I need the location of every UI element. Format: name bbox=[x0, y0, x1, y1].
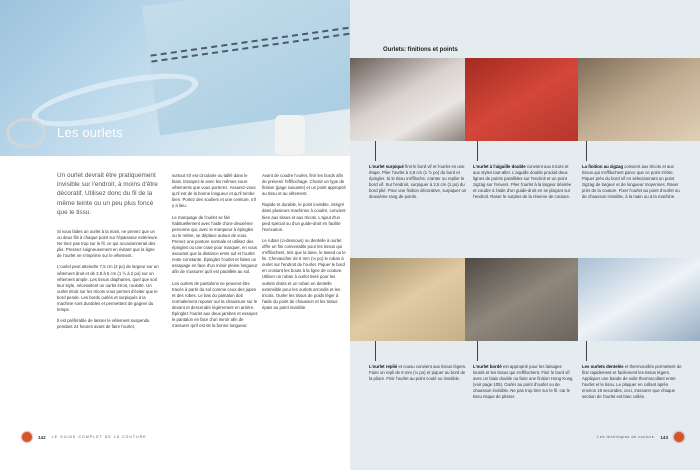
paragraph: Si vous faites un ourlet à la main, ne prenez que un ou deux fils à chaque point sur l'épaisseur extérieure. Ne tirez pas trop sur le fil, ce qui occasionnerait des plis. Pressez soigneusement en évitant que la ligne de l'ourlet ne s'imprime sur le vêtement. bbox=[57, 229, 159, 259]
intro-text: Un ourlet devrait être pratiquement invisible sur l'endroit, à moins d'être décoratif. Utilisez donc du fil de la même teinte ou un peu plus foncé que le tissu. bbox=[57, 172, 158, 216]
fabric-image bbox=[142, 0, 350, 135]
caption-text: et thermocollés permettent de finir rapidement et facilement les tissus légers. Appliquer une bande de voile thermocollant entre l'ourlet et le tissu. Le plaquer en collant après environ 15 secondes, ceci, s'assurer que chaque section de l'ourlet est bien collée. bbox=[582, 364, 682, 400]
paragraph: Le marquage de l'ourlet se fait habituellement avec l'aide d'une deuxième personne qui, avec le marqueur à épingles ou le mètre, se déplace autour de vous. Prenez une posture normale et utilisez des épingles ou une craie pour marquer, en vous assurant que la distance entre sol et l'ourlet reste constante. Épinglez l'ourlet et faites un essayage en face d'un miroir pleine longueur afin de s'assurer qu'il est parallèle au sol. bbox=[172, 214, 258, 275]
page-badge-icon bbox=[674, 432, 684, 442]
text-column-1 bbox=[57, 229, 160, 335]
spool-image bbox=[275, 115, 305, 155]
text-column-2 bbox=[172, 173, 258, 334]
footer-left bbox=[22, 432, 147, 442]
section-title: Ourlets: finitions et points bbox=[383, 47, 458, 53]
caption-term: L'ourlet bordé bbox=[473, 364, 502, 369]
caption-term: L'ourlet à l'aiguille double bbox=[473, 164, 526, 169]
caption-leader bbox=[586, 341, 587, 361]
caption bbox=[473, 364, 573, 401]
page-number: 142 bbox=[38, 434, 46, 440]
caption bbox=[369, 364, 469, 382]
caption bbox=[473, 164, 573, 201]
caption-term: Les ourlets dentelés bbox=[582, 364, 624, 369]
paragraph: Il est préférable de laisser le vêtement suspendu pendant 24 heures avant de faire l'ourlet, bbox=[57, 318, 150, 330]
right-page bbox=[350, 0, 700, 470]
page-badge-icon bbox=[22, 432, 32, 442]
photo-borde bbox=[465, 258, 578, 341]
paragraph: L'ourlet peut atteindre 7,5 cm (3 po) de largeur sur un vêtement droit et de 3,8 à 5 cm (1 ½ à 2 po) sur un vêtement ample. Les tissus diaphanes, quel que soit leur style, nécessitent un ourlet étroit, roulotté. Un ourlet étroit sur les tricots vous permet d'éviter que le bord pende. Les bords ourlés et surpiqués à la machine sont durables et permettent de gagner du temps. bbox=[57, 264, 159, 313]
caption-leader bbox=[375, 341, 376, 361]
paragraph: Le ruban (ci-dessous) ou dentelle à ourlet offre un fini convenable pour les tissus qui s'effilochent, tels que la laine, le tweed ou le lin. Chevaucher de 6 mm (¼ po) le ruban à ourlet sur l'endroit de l'ourlet. Piquer le bord en croisant les bouts à la ligne de couture. Utiliser un ruban à ourlet tissé pour les ourlets droits et un ruban en dentelle extensible pour les ourlets arrondis et les tricots. Ourler les tissus de poids léger à l'aide du point de chausson et les tissus épais au point invisible. bbox=[262, 237, 346, 310]
caption-leader bbox=[586, 141, 587, 161]
caption-leader bbox=[477, 141, 478, 161]
caption-text: et cousu convient aux tissus légers. Faire un repli de 6 mm (¼ po) et piquer au bord de la pliure. Finir l'ourlet au point coulé ou invisible. bbox=[369, 364, 467, 382]
caption-text: convient aux tricots et aux tissus qui s'effilochent parce que ce point s'étire. Piquer près du bord vif en sélectionnant un point zigzag de largeur et de longueur moyennes. Raser près de la couture. Fixer l'ourlet au point d'ourlet ou de chausson invisible, à la main ou à la machine. bbox=[582, 164, 680, 200]
photo-replie bbox=[350, 258, 465, 341]
page-title: Les ourlets bbox=[57, 125, 123, 140]
caption bbox=[582, 164, 682, 201]
hero-photo bbox=[0, 0, 350, 156]
caption-leader bbox=[375, 141, 376, 161]
text-column-3 bbox=[262, 173, 346, 316]
paragraph: surtout s'il est circulaire ou taillé dans le biais. Essayez-le avec les mêmes sous-vêtements que vous porterez. Assurez-vous qu'il est de la bonne longueur et qu'il tombe bien. Portez des souliers et une ceinture, s'il y a lieu. bbox=[172, 173, 256, 209]
paragraph: Rapide et durable, le point invisible, intégré dans plusieurs machines à coudre, convient bien aux tissus et aux tricots. L'ajout d'un pied spécial ou d'un guide-droit en facilite l'exécution. bbox=[262, 202, 346, 232]
photo-aiguille-double bbox=[465, 58, 578, 141]
scissors-image bbox=[6, 118, 46, 148]
footer-right bbox=[597, 432, 684, 442]
section-name: Les techniques de couture bbox=[597, 435, 655, 439]
caption bbox=[582, 364, 682, 401]
photo-surpique bbox=[350, 58, 465, 141]
caption-text: finit le bord vif et l'ourlet en une étape. Plier l'ourlet à 3,8 cm (1 ½ po) du bord et épingler. Si le tissu s'effiloche, cranter ou replier le bord vif. Sur l'endroit, surpiquer à 2,5 cm (1 po) du bord plié. Pour une finition décorative, surpiquer un deuxième rang de points. bbox=[369, 164, 467, 200]
caption-term: La finition au zigzag bbox=[582, 164, 624, 169]
page-number: 143 bbox=[660, 434, 668, 440]
caption bbox=[369, 164, 469, 201]
caption-text: est approprié pour les lainages lourds et les tissus qui s'effilochent. Finir le bord vif avec un biais double ou faire une finition Hong Kong (voir page 105). Ourler au point d'ourlet ou de chausson invisible. Ne pas trop tirer sur le fil, car le tissu risque de plisser. bbox=[473, 364, 573, 400]
caption-text: convient aux tricots et aux styles tout-aller. L'aiguille double produit deux lignes de points parallèles sur l'endroit et un point zigzag sur l'envers. Plier l'ourlet à la largeur désirée et coudre à l'aide d'un guide-droit en se plaçant sur l'endroit. Raser le surplus de la réserve de couture. bbox=[473, 164, 572, 200]
caption-leader bbox=[477, 341, 478, 361]
caption-term: L'ourlet replié bbox=[369, 364, 398, 369]
photo-dentele bbox=[578, 258, 700, 341]
caption-term: L'ourlet surpiqué bbox=[369, 164, 404, 169]
book-title: LE GUIDE COMPLET DE LA COUTURE bbox=[51, 435, 147, 439]
paragraph: Les ourlets de pantalons ne peuvent être tracés à partir du sol comme ceux des jupes et des robes. Le bas du pantalon doit normalement reposer sur la chaussure sur le devant et descendre légèrement en arrière. Épinglez l'ourlet aux deux jambes et essayez le pantalon en face d'un miroir afin de s'assurer qu'il est de la bonne longueur. bbox=[172, 280, 258, 329]
photo-zigzag bbox=[578, 58, 700, 141]
paragraph: Avant de coudre l'ourlet, finir les bords afin de prévenir l'effilochage. Choisir un type de finition (page suivante) et un point approprié au tissu et au vêtement. bbox=[262, 173, 346, 197]
